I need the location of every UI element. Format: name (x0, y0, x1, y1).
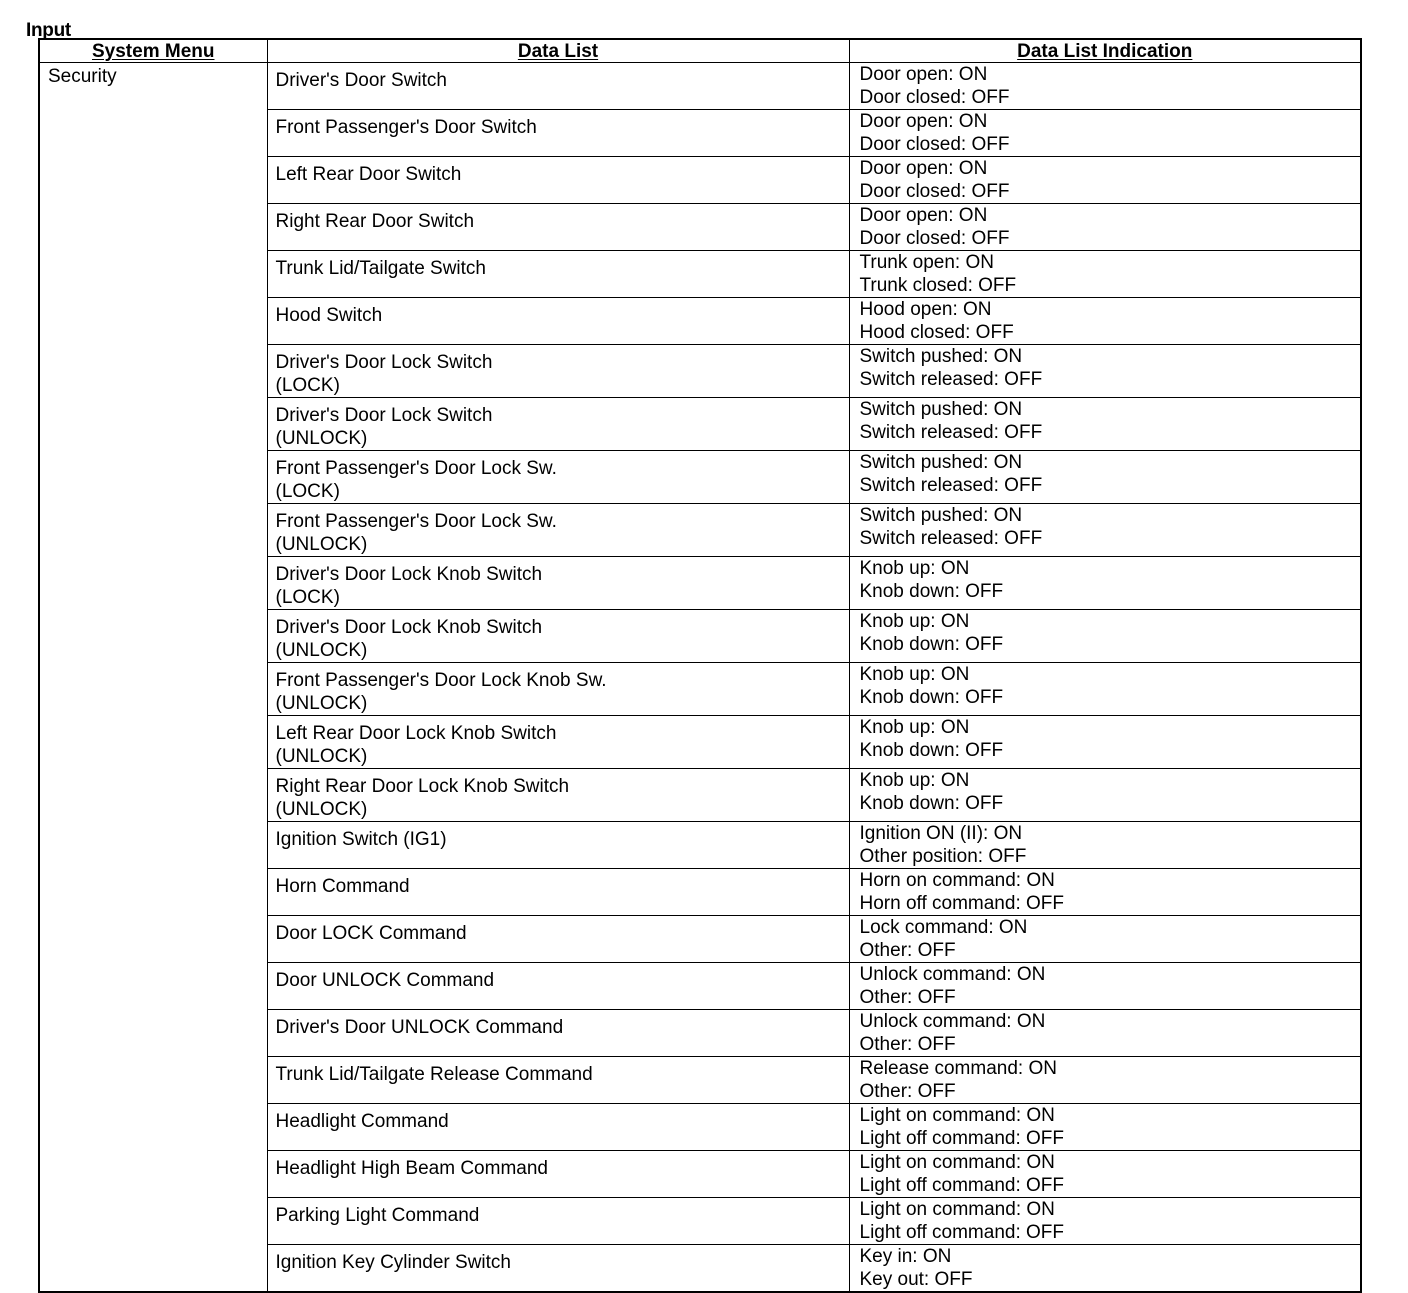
data-list-item-text: Driver's Door Lock Switch (275, 352, 493, 373)
indication-cell (849, 963, 1361, 1010)
data-list-cell (267, 398, 849, 451)
indication-text: Lock command: ON (859, 917, 1028, 938)
data-list-item-text: (LOCK) (275, 587, 340, 608)
data-list-item-text: Front Passenger's Door Switch (275, 117, 537, 138)
indication-text: Switch released: OFF (859, 369, 1043, 390)
data-list-cell (267, 345, 849, 398)
indication-text: Unlock command: ON (859, 1011, 1046, 1032)
data-list-cell (267, 110, 849, 157)
data-list-item-text: Driver's Door Switch (275, 70, 447, 91)
data-list-cell (267, 1151, 849, 1198)
data-list-cell (267, 157, 849, 204)
indication-text: Door closed: OFF (859, 87, 1010, 108)
data-list-item-text: Front Passenger's Door Lock Sw. (275, 511, 557, 532)
indication-cell (849, 1057, 1361, 1104)
indication-cell (849, 204, 1361, 251)
indication-text: Door closed: OFF (859, 228, 1010, 249)
data-list-cell (267, 1198, 849, 1245)
page-title: Input (26, 20, 71, 41)
data-list-item-text: Headlight Command (275, 1111, 449, 1132)
indication-text: Door open: ON (859, 205, 988, 226)
table-header-row (39, 39, 1361, 63)
data-list-item-text: Driver's Door Lock Knob Switch (275, 617, 543, 638)
table-body (39, 63, 1361, 1293)
indication-text: Door open: ON (859, 111, 988, 132)
indication-cell (849, 869, 1361, 916)
indication-text: Door closed: OFF (859, 134, 1010, 155)
indication-text: Switch pushed: ON (859, 399, 1023, 420)
data-list-item-text: Driver's Door UNLOCK Command (275, 1017, 564, 1038)
table-row (39, 63, 1361, 110)
data-list-item-text: Door LOCK Command (275, 923, 467, 944)
data-list-item-text: Driver's Door Lock Knob Switch (275, 564, 543, 585)
system-menu-cell (39, 63, 267, 1293)
data-list-item-text: (UNLOCK) (275, 746, 368, 767)
indication-text: Light off command: OFF (859, 1128, 1065, 1149)
data-list-cell (267, 251, 849, 298)
indication-cell (849, 822, 1361, 869)
indication-text: Ignition ON (II): ON (859, 823, 1023, 844)
data-list-item-text: (UNLOCK) (275, 799, 368, 820)
data-list-cell (267, 716, 849, 769)
indication-text: Other: OFF (859, 1034, 956, 1055)
indication-cell (849, 663, 1361, 716)
indication-text: Switch released: OFF (859, 475, 1043, 496)
header-system-menu: System Menu (39, 39, 267, 63)
indication-cell (849, 157, 1361, 204)
indication-text: Light off command: OFF (859, 1222, 1065, 1243)
indication-text: Knob down: OFF (859, 740, 1004, 761)
indication-text: Other position: OFF (859, 846, 1027, 867)
data-list-item-text: Left Rear Door Lock Knob Switch (275, 723, 557, 744)
indication-cell (849, 398, 1361, 451)
indication-text: Unlock command: ON (859, 964, 1046, 985)
indication-cell (849, 1245, 1361, 1293)
data-list-item-text: Horn Command (275, 876, 410, 897)
indication-text: Hood closed: OFF (859, 322, 1014, 343)
data-list-item-text: Front Passenger's Door Lock Knob Sw. (275, 670, 607, 691)
indication-text: Knob up: ON (859, 558, 970, 579)
data-list-cell (267, 298, 849, 345)
indication-text: Knob up: ON (859, 770, 970, 791)
indication-cell (849, 557, 1361, 610)
indication-cell (849, 610, 1361, 663)
indication-cell (849, 1010, 1361, 1057)
data-list-table (38, 38, 1362, 1293)
indication-cell (849, 716, 1361, 769)
indication-cell (849, 345, 1361, 398)
indication-text: Knob down: OFF (859, 793, 1004, 814)
indication-cell (849, 110, 1361, 157)
indication-text: Trunk closed: OFF (859, 275, 1017, 296)
indication-text: Key in: ON (859, 1246, 952, 1267)
indication-text: Light on command: ON (859, 1105, 1055, 1126)
data-list-cell (267, 610, 849, 663)
data-list-item-text: Headlight High Beam Command (275, 1158, 548, 1179)
data-list-cell (267, 769, 849, 822)
data-list-cell (267, 663, 849, 716)
data-list-item-text: (UNLOCK) (275, 428, 368, 449)
header-data-list-indication: Data List Indication (849, 39, 1361, 63)
data-list-cell (267, 822, 849, 869)
indication-cell (849, 1104, 1361, 1151)
indication-cell (849, 916, 1361, 963)
indication-text: Knob down: OFF (859, 634, 1004, 655)
data-list-item-text: Parking Light Command (275, 1205, 480, 1226)
data-list-item-text: Door UNLOCK Command (275, 970, 495, 991)
indication-text: Light on command: ON (859, 1199, 1055, 1220)
header-data-list: Data List (267, 39, 849, 63)
data-list-cell (267, 916, 849, 963)
indication-text: Knob down: OFF (859, 687, 1004, 708)
indication-text: Release command: ON (859, 1058, 1057, 1079)
data-list-item-text: (LOCK) (275, 481, 340, 502)
indication-text: Horn on command: ON (859, 870, 1055, 891)
indication-cell (849, 1151, 1361, 1198)
data-list-cell (267, 1057, 849, 1104)
data-list-item-text: Ignition Switch (IG1) (275, 829, 447, 850)
indication-text: Other: OFF (859, 1081, 956, 1102)
indication-text: Door closed: OFF (859, 181, 1010, 202)
data-list-item-text: (LOCK) (275, 375, 340, 396)
data-list-item-text: Hood Switch (275, 305, 383, 326)
data-list-item-text: Front Passenger's Door Lock Sw. (275, 458, 557, 479)
indication-text: Horn off command: OFF (859, 893, 1064, 914)
indication-cell (849, 63, 1361, 110)
data-list-cell (267, 504, 849, 557)
data-list-item-text: Ignition Key Cylinder Switch (275, 1252, 511, 1273)
data-list-cell (267, 63, 849, 110)
indication-cell (849, 1198, 1361, 1245)
indication-text: Light off command: OFF (859, 1175, 1065, 1196)
data-list-cell (267, 869, 849, 916)
data-list-cell (267, 1245, 849, 1293)
data-list-cell (267, 963, 849, 1010)
indication-cell (849, 769, 1361, 822)
indication-text: Hood open: ON (859, 299, 992, 320)
data-list-cell (267, 451, 849, 504)
data-list-item-text: (UNLOCK) (275, 693, 368, 714)
indication-text: Knob up: ON (859, 717, 970, 738)
data-list-item-text: Left Rear Door Switch (275, 164, 462, 185)
data-list-item-text: Driver's Door Lock Switch (275, 405, 493, 426)
indication-text: Trunk open: ON (859, 252, 994, 273)
indication-text: Knob down: OFF (859, 581, 1004, 602)
data-list-cell (267, 1010, 849, 1057)
indication-text: Door open: ON (859, 64, 988, 85)
indication-text: Knob up: ON (859, 611, 970, 632)
indication-text: Switch pushed: ON (859, 346, 1023, 367)
data-list-item-text: Trunk Lid/Tailgate Release Command (275, 1064, 593, 1085)
indication-text: Key out: OFF (859, 1269, 973, 1290)
data-list-item-text: Right Rear Door Lock Knob Switch (275, 776, 570, 797)
indication-text: Switch pushed: ON (859, 452, 1023, 473)
data-list-cell (267, 1104, 849, 1151)
indication-text: Light on command: ON (859, 1152, 1055, 1173)
system-menu-value: Security (48, 66, 117, 87)
indication-text: Knob up: ON (859, 664, 970, 685)
indication-cell (849, 451, 1361, 504)
indication-text: Other: OFF (859, 940, 956, 961)
data-list-item-text: (UNLOCK) (275, 534, 368, 555)
indication-text: Switch released: OFF (859, 528, 1043, 549)
indication-cell (849, 251, 1361, 298)
data-list-item-text: (UNLOCK) (275, 640, 368, 661)
indication-text: Other: OFF (859, 987, 956, 1008)
data-list-item-text: Right Rear Door Switch (275, 211, 475, 232)
data-list-cell (267, 557, 849, 610)
indication-text: Switch released: OFF (859, 422, 1043, 443)
data-list-item-text: Trunk Lid/Tailgate Switch (275, 258, 487, 279)
indication-cell (849, 504, 1361, 557)
indication-cell (849, 298, 1361, 345)
indication-text: Switch pushed: ON (859, 505, 1023, 526)
data-list-cell (267, 204, 849, 251)
indication-text: Door open: ON (859, 158, 988, 179)
